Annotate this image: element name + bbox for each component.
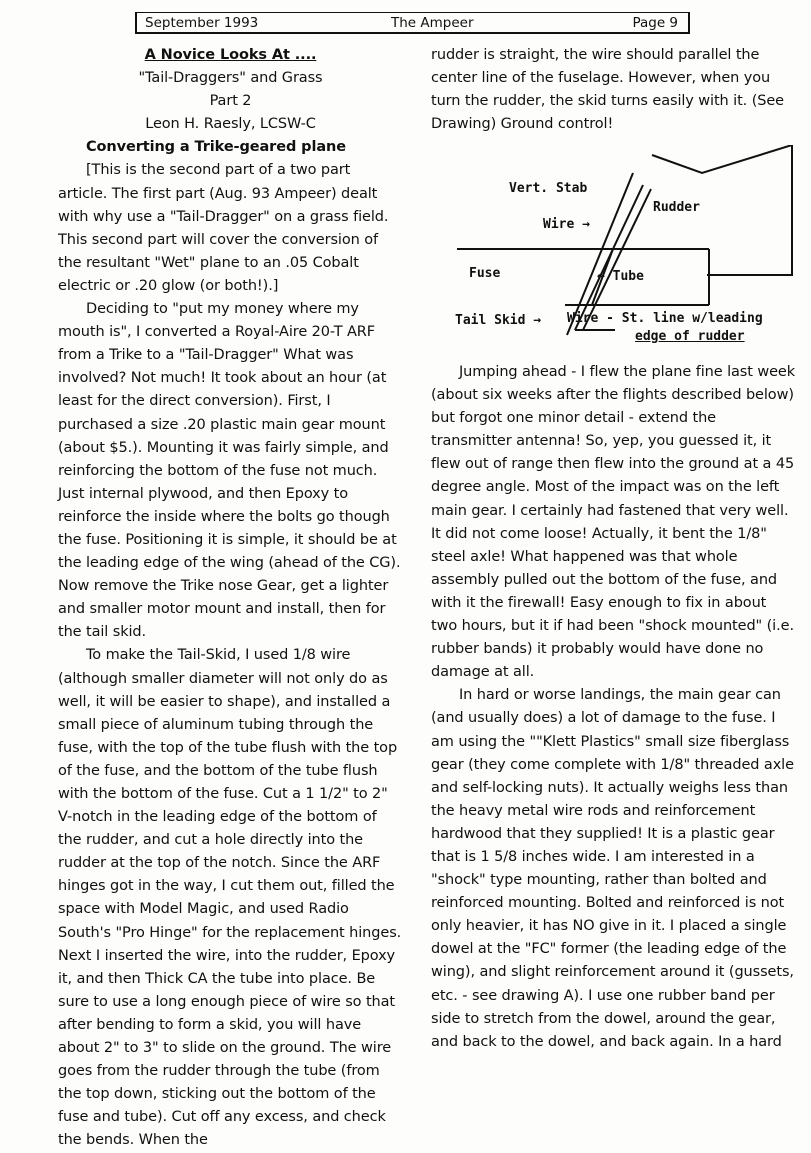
label-vert-stab: Vert. Stab — [509, 181, 588, 196]
paragraph: Jumping ahead - I flew the plane fine last week (about six weeks after the flights described below) but forgot one minor detail - extend the transmitter antenna! So, yep, you guessed it, it flew out of range then flew into the ground at a 45 degree angle. Most of the impact was on the left main gear. I certainly had fastened that very well. It did not come loose! Actually, it bent the 1/8" steel axle! What happened was that whole assembly pulled out the bottom of the fuse, and with it the firewall! Easy enough to fix in about two hours, but it if had been "shock mounted" (i.e. rubber bands) it probably would have done no damage at all. — [431, 364, 796, 681]
page-header — [135, 12, 690, 34]
label-wire-note-2: edge of rudder — [635, 329, 745, 344]
issue-date: September 1993 — [145, 15, 259, 31]
article-title: A Novice Looks At .... — [144, 47, 317, 63]
tail-skid-diagram — [447, 145, 797, 355]
section-heading: Converting a Trike-geared plane — [86, 139, 346, 156]
label-rudder: Rudder — [653, 200, 700, 215]
article-part: Part 2 — [209, 93, 252, 110]
page-number: Page 9 — [632, 15, 678, 31]
paragraph: Deciding to "put my money where my mouth is", I converted a Royal-Aire 20-T ARF from a Trike to a "Tail-Dragger" What was involved? Not much! It took about an hour (at least for the direct conversion). First, I purchased a size .20 plastic main gear mount (about $5.). Mounting it was fairly simple, and reinforcing the bottom of the fuse not much. Just internal plywood, and then Epoxy to reinforce the inside where the bolts go though the fuse. Positioning it is simple, it should be at the leading edge of the wing (ahead of the CG). Now remove the Trike nose Gear, get a lighter and smaller motor mount and install, then for the tail skid. — [58, 301, 401, 641]
paragraph: In hard or worse landings, the main gear can (and usually does) a lot of damage to the fuse. I am using the ""Klett Plastics" small size fiberglass gear (they come complete with 1/8" threaded axle and self-locking nuts). It actually weighs less than the heavy metal wire rods and reinforcement hardwood that they supplied! It is a plastic gear that is 1 5/8 inches wide. I am interested in a "shock" type mounting, rather than bolted and reinforced mounting. Bolted and reinforced is not only heavier, it has NO give in it. I placed a single dowel at the "FC" former (the leading edge of the wing), and slight reinforcement around it (gussets, etc. - see drawing A). I use one rubber band per side to stretch from the dowel, around the gear, and back to the dowel, and back again. In a hard — [431, 687, 794, 1050]
paragraph: [This is the second part of a two part article. The first part (Aug. 93 Ampeer) dealt with why use a "Tail-Dragger" on a grass field. This second part will cover the conversion of the resultant "Wet" plane to an .05 Cobalt electric or .20 glow (or both!).] — [58, 162, 389, 294]
label-wire-note: Wire - St. line w/leading — [567, 311, 763, 326]
right-column — [431, 44, 796, 136]
publication-name: The Ampeer — [391, 15, 474, 31]
label-wire: Wire → — [543, 217, 590, 232]
right-column-continued — [431, 361, 796, 1054]
paragraph: rudder is straight, the wire should parallel the center line of the fuselage. However, when you turn the rudder, the skid turns easily with it. (See Drawing) Ground control! — [431, 47, 784, 133]
article-subtitle: "Tail-Draggers" and Grass — [138, 70, 323, 87]
label-tube: ← Tube — [597, 269, 644, 284]
label-tail-skid: Tail Skid → — [455, 313, 542, 328]
paragraph: To make the Tail-Skid, I used 1/8 wire (although smaller diameter will not only do as well, it will be easier to shape), and installed a small piece of aluminum tubing through the fuse, with the top of the tube flush with the top of the fuse, and the bottom of the tube flush with the bottom of the fuse. Cut a 1 1/2" to 2" V-notch in the leading edge of the bottom of the rudder, and cut a hole directly into the rudder at the top of the notch. Since the ARF hinges got in the way, I cut them out, filled the space with Model Magic, and used Radio South's "Pro Hinge" for the replacement hinges. Next I inserted the wire, into the rudder, Epoxy it, and then Thick CA the tube into place. Be sure to use a long enough piece of wire so that after bending to form a skid, you will have about 2" to 3" to slide on the ground. The wire goes from the rudder through the tube (from the top down, sticking out the bottom of the fuse and tube). Cut off any excess, and check the bends. When the — [58, 647, 402, 1149]
label-fuse: Fuse — [469, 266, 501, 281]
left-column — [58, 44, 403, 1153]
article-author: Leon H. Raesly, LCSW-C — [145, 116, 316, 133]
